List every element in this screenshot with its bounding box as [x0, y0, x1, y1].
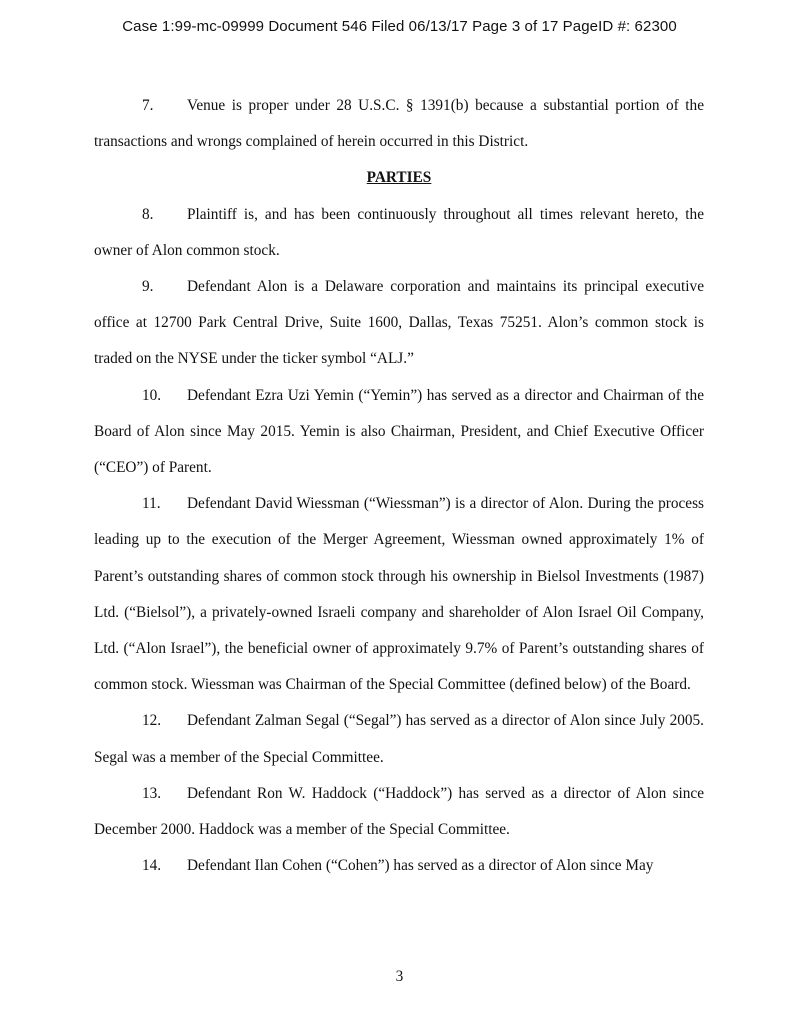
paragraph-text: Defendant David Wiessman (“Wiessman”) is a director of Alon. During the process leading up to the execution of the Merger Agreement, Wiessman owned approximately 1% of Parent’s outstanding shares of common stock through his ownership in Bielsol Investments (1987) Ltd. (“Bielsol”), a privately-owned Israeli company and shareholder of Alon Israel Oil Company, Ltd. (“Alon Israel”), the beneficial owner of approximately 9.7% of Parent’s outstanding shares of common stock. Wiessman was Chairman of the Special Committee (defined below) of the Board. [94, 495, 704, 694]
page-number: 3 [395, 968, 404, 985]
paragraph-8 [94, 197, 704, 269]
paragraph-10 [94, 378, 704, 487]
paragraph-number: 8. [142, 205, 154, 223]
paragraph-text: Defendant Ezra Uzi Yemin (“Yemin”) has served as a director and Chairman of the Board of Alon since May 2015. Yemin is also Chairman, President, and Chief Executive Officer (“CEO”) of Parent. [94, 386, 704, 477]
paragraph-7 [94, 88, 704, 160]
paragraph-text: Defendant Alon is a Delaware corporation and maintains its principal executive office at 12700 Park Central Drive, Suite 1600, Dallas, Texas 75251. Alon’s common stock is traded on the NYSE under the ticker symbol “ALJ.” [94, 278, 704, 368]
paragraph-9 [94, 269, 704, 378]
paragraph-number: 12. [142, 712, 162, 730]
paragraph-number: 10. [142, 386, 162, 404]
paragraph-12 [94, 703, 704, 775]
paragraph-number: 9. [142, 278, 154, 296]
document-body [94, 88, 704, 884]
paragraph-number: 14. [142, 857, 162, 875]
paragraph-text: Defendant Ilan Cohen (“Cohen”) has served as a director of Alon since May [187, 857, 654, 875]
paragraph-11 [94, 486, 704, 703]
paragraph-14 [94, 848, 704, 884]
paragraph-number: 11. [142, 495, 161, 513]
paragraph-number: 13. [142, 784, 162, 802]
paragraph-text: Defendant Ron W. Haddock (“Haddock”) has served as a director of Alon since December 2000. Haddock was a member of the Special Committee. [94, 784, 704, 839]
paragraph-text: Defendant Zalman Segal (“Segal”) has served as a director of Alon since July 2005. Segal was a member of the Special Committee. [94, 712, 704, 766]
paragraph-text: Plaintiff is, and has been continuously throughout all times relevant hereto, the owner of Alon common stock. [94, 205, 704, 259]
section-heading-parties: PARTIES [366, 169, 432, 187]
paragraph-number: 7. [142, 97, 154, 114]
case-header: Case 1:99-mc-09999 Document 546 Filed 06/13/17 Page 3 of 17 PageID #: 62300 [122, 18, 677, 35]
paragraph-text: Venue is proper under 28 U.S.C. § 1391(b) because a substantial portion of the transactions and wrongs complained of herein occurred in this District. [94, 97, 704, 151]
paragraph-13 [94, 776, 704, 848]
